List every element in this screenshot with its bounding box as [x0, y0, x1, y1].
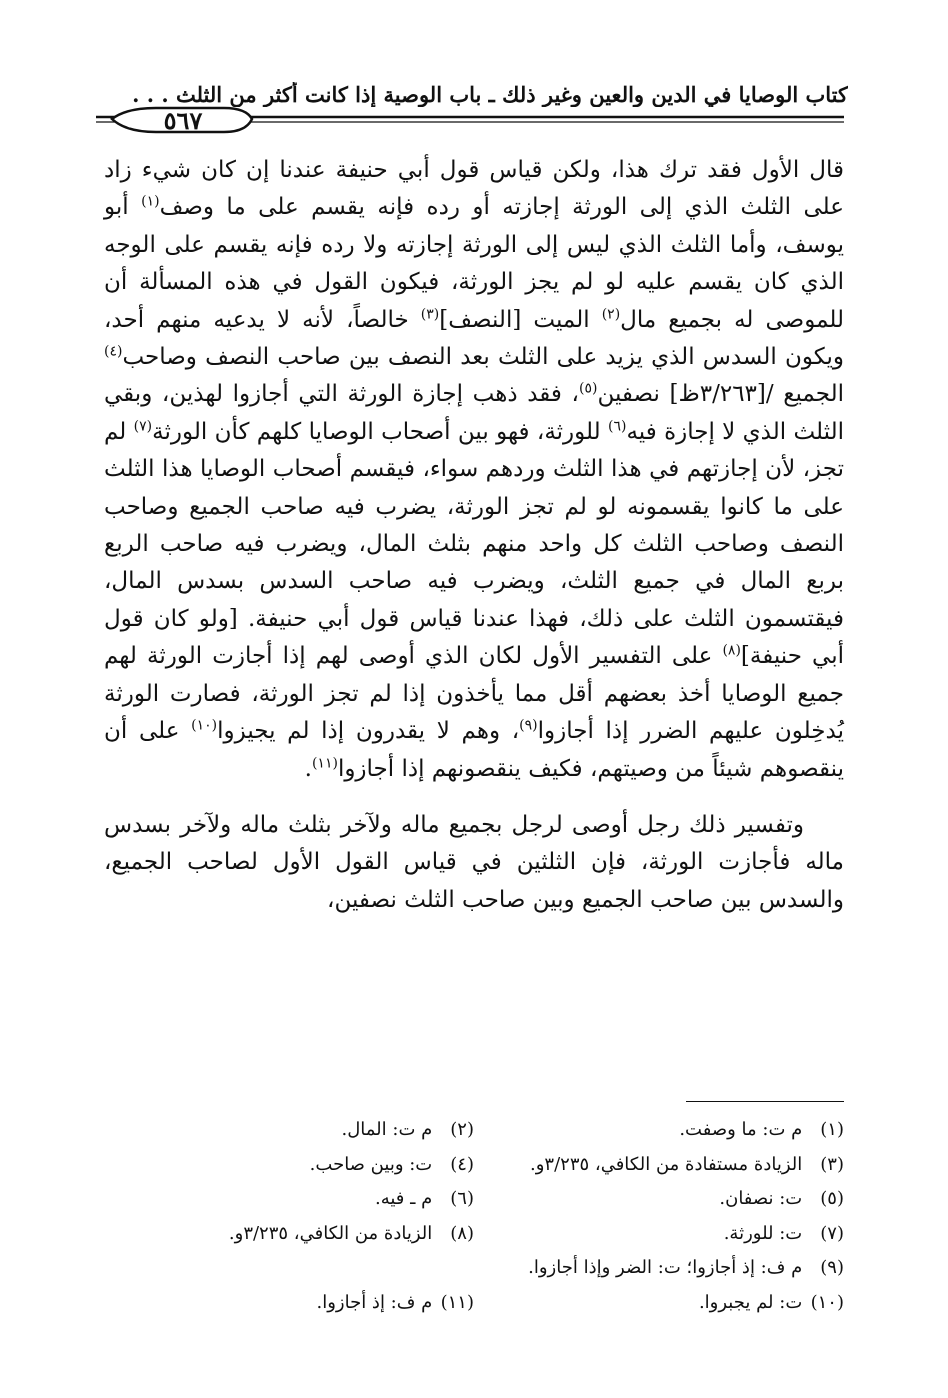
- footnote-row: [104, 1251, 844, 1286]
- footnote-ref: (٥): [578, 380, 598, 397]
- footnote-number: (١٠): [810, 1291, 844, 1313]
- footnote-text: الزيادة من الكافي، ٣/٢٣٥و.: [228, 1222, 433, 1244]
- footnote-row: [104, 1113, 844, 1148]
- text-run: الجميع /[٣/٢٦٣ظ] نصفين: [597, 381, 844, 408]
- text-run: ، فقد ذهب إجازة الورثة التي أجازوا لهذين، وبقي الثلث الذي لا إجازة فيه: [104, 381, 844, 445]
- footnote-text: ت: وبين صاحب.: [309, 1153, 433, 1175]
- footnote-row: [104, 1148, 844, 1183]
- footnote-number: (٩): [820, 1257, 844, 1278]
- footnote-text: ت: لم يجبروا.: [698, 1291, 803, 1313]
- running-head-title: كتاب الوصايا في الدين والعين وغير ذلك ـ باب الوصية إذا كانت أكثر من الثلث . . .: [132, 82, 848, 107]
- footnote-row: [104, 1182, 844, 1217]
- footnote-item: [104, 1251, 844, 1286]
- footnote-item: [474, 1182, 844, 1217]
- footnote-ref: (٣): [420, 305, 440, 322]
- text-run: لم تجز، لأن إجازتهم في هذا الثلث وردهم سواء، فيقسم أصحاب الوصايا هذا الثلث على ما كانوا يقسمونه لو لم تجز الورثة، يضرب فيه صاحب الجميع وصاحب النصف وصاحب الثلث كل واحد منهم بثلث المال، ويضرب فيه صاحب الربع بربع المال في جميع الثلث، ويضرب فيه صاحب السدس بسدس المال، فيقتسمون الثلث على ذلك، فهذا عندنا قياس قول أبي حنيفة. [ولو كان قول أبي حنيفة]: [104, 418, 844, 670]
- footnote-ref: (١١): [311, 754, 338, 771]
- text-run: قال الأول فقد ترك هذا، ولكن قياس قول أبي حنيفة عندنا إن كان شيء زاد على الثلث الذي إلى الورثة إجازته أو رده فإنه يقسم على ما وصف: [104, 157, 844, 221]
- text-run: .: [304, 755, 312, 782]
- footnote-text: م ت: المال.: [341, 1119, 433, 1140]
- footnote-number: (٥): [820, 1188, 844, 1209]
- text-run: على التفسير الأول لكان الذي أوصى لهم إذا أجازت الورثة لهم جميع الوصايا أخذ بعضهم أقل مما يأخذون إذا لم تجز الورثة، فصارت الورثة يُدخِلون عليهم الضرر إذا أجازوا: [104, 643, 844, 745]
- text-run: ، وهم لا يقدرون إذا لم يجيزوا: [217, 718, 520, 745]
- footnote-number: (٨): [450, 1222, 474, 1244]
- footnote-separator: [686, 1101, 844, 1102]
- main-text: [104, 152, 844, 919]
- footnote-number: (٧): [820, 1222, 844, 1244]
- footnote-number: (٢): [450, 1119, 474, 1140]
- text-run: للورثة، فهو بين أصحاب الوصايا كلهم كأن الورثة: [152, 418, 608, 445]
- paragraph-2: وتفسير ذلك رجل أوصى لرجل بجميع ماله ولآخر بثلث ماله ولآخر بسدس ماله فأجازت الورثة، فإن الثلثين في قياس القول الأول لصاحب الجميع، والسدس بين صاحب الجميع وبين صاحب الثلث نصفين،: [104, 811, 844, 913]
- footnote-text: الزيادة مستفادة من الكافي، ٣/٢٣٥و.: [530, 1153, 803, 1175]
- footnote-row: [104, 1217, 844, 1252]
- paragraph-1: [104, 152, 844, 788]
- footnote-ref: (٧): [133, 418, 153, 435]
- footnote-item: [474, 1217, 844, 1252]
- footnote-text: م ـ فيه.: [374, 1188, 433, 1209]
- text-run: أبو يوسف، وأما الثلث الذي ليس إلى الورثة إجازته ولا رده فإنه يقسم على الوجه الذي كان يقسم عليه لو لم يجز الورثة، فيكون القول في هذه المسألة أن للموصى له بجميع مال: [104, 194, 844, 333]
- footnote-ref: (٦): [608, 418, 627, 435]
- footnote-number: (٣): [820, 1153, 844, 1175]
- footnote-item: [104, 1286, 474, 1321]
- footnote-ref: (٢): [601, 305, 621, 322]
- footnote-ref: (٨): [722, 642, 741, 659]
- text-run: الميت [النصف]: [439, 306, 602, 333]
- footnote-number: (٦): [450, 1188, 474, 1209]
- footnote-ref: (٩): [519, 717, 538, 734]
- footnote-text: م ت: ما وصفت.: [679, 1119, 803, 1140]
- footnote-row: [104, 1286, 844, 1321]
- footnote-item: [104, 1148, 474, 1183]
- footnote-text: م ف: إذ أجازوا؛ ت: الضر وإذا أجازوا.: [528, 1257, 803, 1278]
- footnote-number: (١١): [440, 1291, 474, 1313]
- footnote-number: (١): [820, 1119, 844, 1140]
- footnote-item: [104, 1113, 474, 1148]
- footnote-item: [104, 1217, 474, 1252]
- text-run: خالصاً، لأنه لا يدعيه منهم أحد، ويكون السدس الذي يزيد على الثلث بعد النصف بين صاحب النصف وصاحب: [104, 306, 844, 371]
- footnote-ref: (٤): [104, 343, 123, 360]
- footnote-text: ت: نصفان.: [719, 1188, 803, 1209]
- footnotes: [104, 1113, 844, 1320]
- footnote-number: (٤): [450, 1153, 474, 1175]
- footnote-ref: (١): [141, 193, 160, 210]
- footnote-text: ت: للورثة.: [723, 1222, 803, 1244]
- text-run: على أن ينقصوهم شيئاً من وصيتهم، فكيف ينقصونهم إذا أجازوا: [104, 718, 844, 782]
- footnote-item: [474, 1113, 844, 1148]
- footnote-text: م ف: إذ أجازوا.: [316, 1291, 433, 1313]
- footnote-item: [104, 1182, 474, 1217]
- footnote-item: [474, 1148, 844, 1183]
- footnote-item: [474, 1286, 844, 1321]
- page-number: ٥٦٧: [163, 106, 203, 135]
- footnote-ref: (١٠): [191, 717, 218, 734]
